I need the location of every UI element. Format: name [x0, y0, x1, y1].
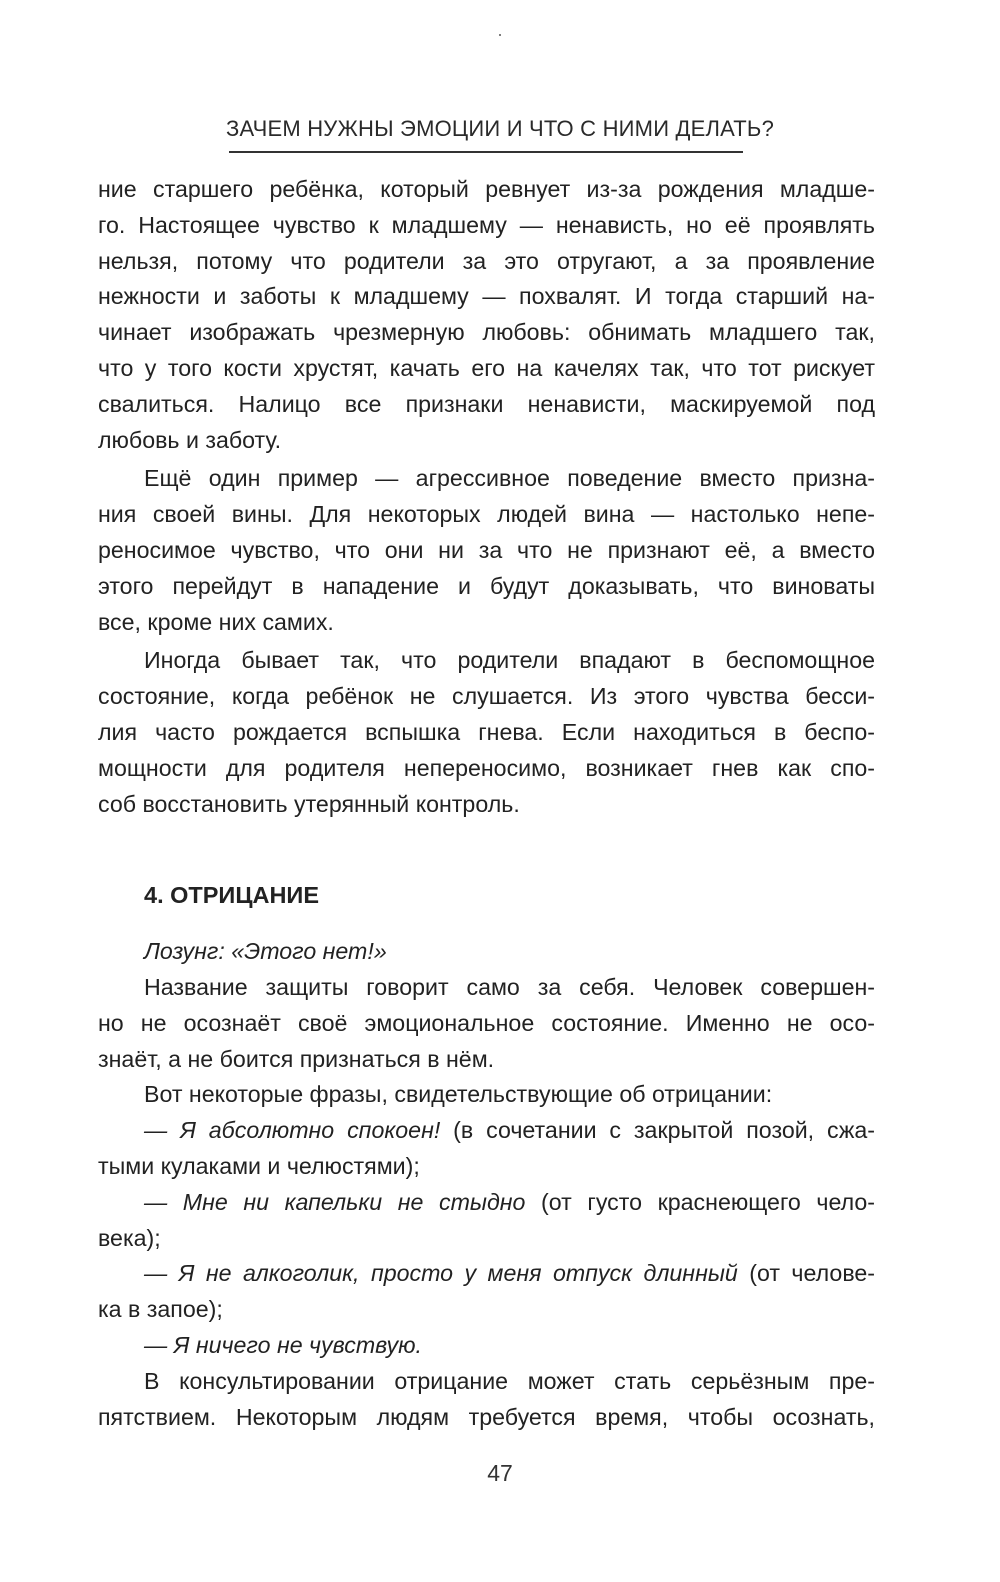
section-heading: 4. ОТРИЦАНИЕ: [144, 882, 319, 909]
text-line: знаёт, а не боится признаться в нём.: [98, 1045, 495, 1072]
text-line: пятствием. Некоторым людям требуется время, чтобы осознать,: [98, 1403, 875, 1430]
example-comment: (от челове-: [737, 1260, 875, 1287]
example-quote: — Я абсолютно спокоен!: [144, 1117, 441, 1144]
text-line: тыми кулаками и челюстями);: [98, 1152, 420, 1179]
text-line: любовь и заботу.: [98, 426, 282, 453]
paragraph-1: [98, 172, 875, 458]
example-list: [98, 1113, 875, 1364]
header-rule: [229, 151, 743, 153]
example-quote: — Мне ни капельки не стыдно: [144, 1188, 526, 1215]
text-line: нельзя, потому что родители за это отругают, а за проявление: [98, 247, 875, 274]
paragraph-4: [98, 970, 875, 1077]
text-line: все, кроме них самих.: [98, 608, 334, 635]
section-slogan: Лозунг: «Этого нет!»: [144, 938, 387, 965]
text-line: века);: [98, 1224, 161, 1251]
text-line: мощности для родителя непереносимо, возникает гнев как спо-: [98, 754, 875, 781]
text-line: Название защиты говорит само за себя. Человек совершен-: [144, 973, 875, 1000]
text-line: состояние, когда ребёнок не слушается. Из этого чувства бесси-: [98, 683, 875, 710]
text-line: ка в запое);: [98, 1296, 223, 1323]
text-line: что у того кости хрустят, качать его на качелях так, что тот рискует: [98, 354, 875, 381]
example-comment: (от густо краснеющего чело-: [525, 1188, 875, 1215]
text-line: ние старшего ребёнка, который ревнует из-за рождения младше-: [98, 176, 875, 202]
example-quote: — Я не алкоголик, просто у меня отпуск длинный: [144, 1260, 738, 1287]
paragraph-2: [98, 461, 875, 640]
body-text: [98, 172, 875, 1435]
text-line: го. Настоящее чувство к младшему — ненависть, но её проявлять: [98, 211, 875, 238]
print-speck: [499, 34, 501, 36]
example-item: [98, 1113, 875, 1149]
paragraph-6: [98, 1364, 875, 1436]
text-line: лия часто рождается вспышка гнева. Если находиться в беспо-: [98, 718, 875, 745]
text-line: ния своей вины. Для некоторых людей вина — настолько непе-: [98, 501, 875, 528]
page-number: 47: [487, 1460, 513, 1486]
text-line: Иногда бывает так, что родители впадают в беспомощное: [144, 647, 875, 674]
text-line: этого перейдут в нападение и будут доказывать, что виноваты: [98, 572, 875, 599]
text-line: Ещё один пример — агрессивное поведение вместо призна-: [144, 465, 875, 492]
text-line: соб восстановить утерянный контроль.: [98, 790, 520, 817]
example-item: [98, 1185, 875, 1221]
text-line: В консультировании отрицание может стать серьёзным пре-: [144, 1367, 875, 1394]
example-comment: (в сочетании с закрытой позой, сжа-: [440, 1117, 875, 1144]
text-line: свалиться. Налицо все признаки ненависти, маскируемой под: [98, 390, 875, 417]
paragraph-3: [98, 643, 875, 822]
example-item: [98, 1256, 875, 1292]
text-line: нежности и заботы к младшему — похвалят. И тогда старший на-: [98, 283, 875, 310]
text-line: чинает изображать чрезмерную любовь: обнимать младшего так,: [98, 319, 875, 346]
paragraph-5: Вот некоторые фразы, свидетельствующие об отрицании:: [144, 1081, 773, 1108]
running-header: ЗАЧЕМ НУЖНЫ ЭМОЦИИ И ЧТО С НИМИ ДЕЛАТЬ?: [225, 116, 775, 141]
text-line: реносимое чувство, что они ни за что не признают её, а вместо: [98, 536, 875, 563]
example-item: — Я ничего не чувствую.: [144, 1331, 422, 1358]
text-line: но не осознаёт своё эмоциональное состояние. Именно не осо-: [98, 1009, 875, 1036]
